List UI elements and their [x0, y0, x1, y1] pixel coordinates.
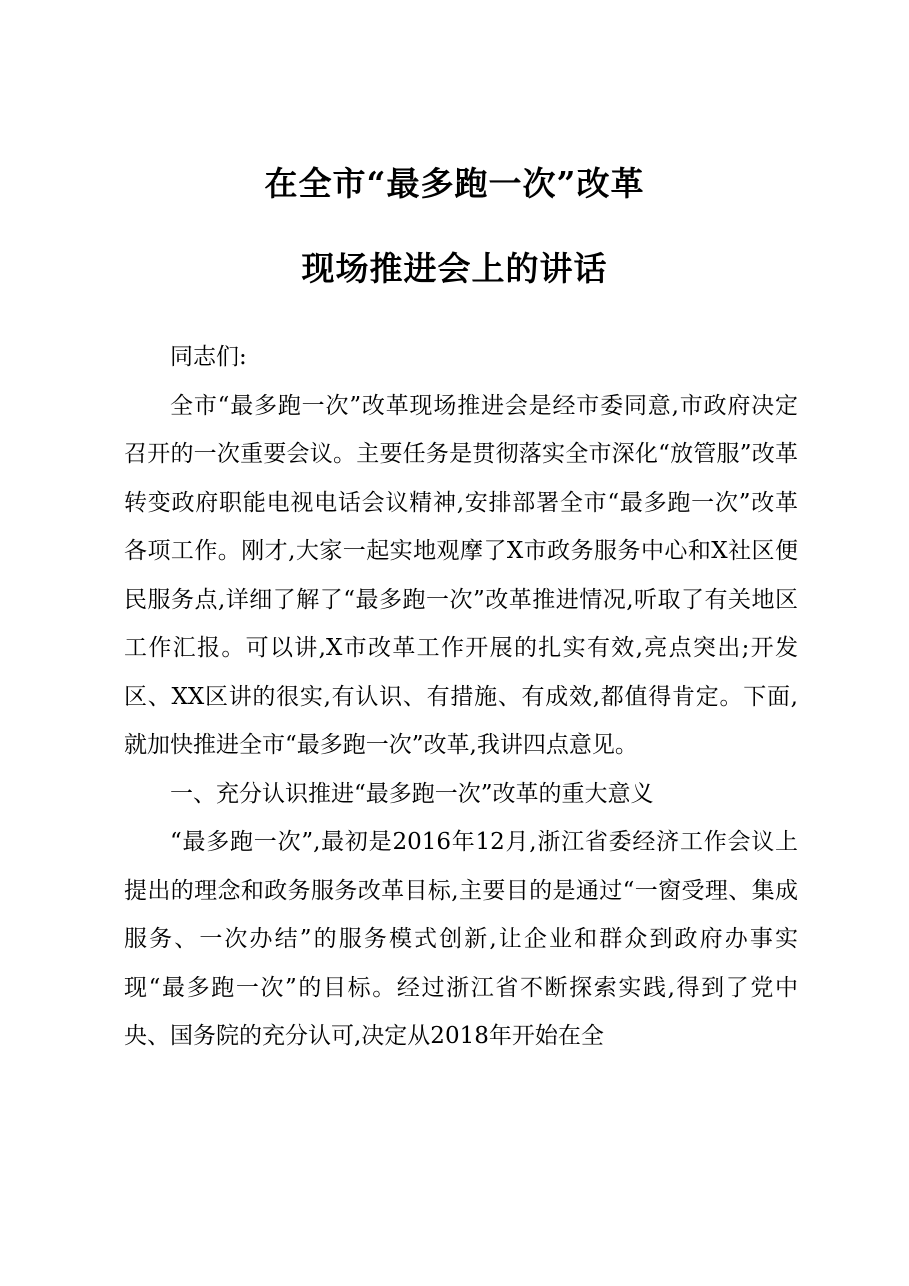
- salutation: 同志们:: [170, 344, 247, 370]
- document-title-line-2: 现场推进会上的讲话: [301, 249, 608, 288]
- document-body: [124, 333, 798, 1061]
- body-paragraph: 全市“最多跑一次”改革现场推进会是经市委同意,市政府决定召开的一次重要会议。主要任务是贯彻落实全市深化“放管服”改革转变政府职能电视电话会议精神,安排部署全市“最多跑一次”改革各项工作。刚才,大家一起实地观摩了X市政务服务中心和X社区便民服务点,详细了解了“最多跑一次”改革推进情况,听取了有关地区工作汇报。可以讲,X市改革工作开展的扎实有效,亮点突出;开发区、XX区讲的很实,有认识、有措施、有成效,都值得肯定。下面,就加快推进全市“最多跑一次”改革,我讲四点意见。: [124, 392, 798, 758]
- document-title-line-1: 在全市“最多跑一次”改革: [264, 164, 645, 203]
- section-heading: 一、充分认识推进“最多跑一次”改革的重大意义: [170, 780, 654, 807]
- body-paragraph: “最多跑一次”,最初是2016年12月,浙江省委经济工作会议上提出的理念和政务服务改革目标,主要目的是通过“一窗受理、集成服务、一次办结”的服务模式创新,让企业和群众到政府办事实现“最多跑一次”的目标。经过浙江省不断探索实践,得到了党中央、国务院的充分认可,决定从2018年开始在全: [124, 829, 798, 1049]
